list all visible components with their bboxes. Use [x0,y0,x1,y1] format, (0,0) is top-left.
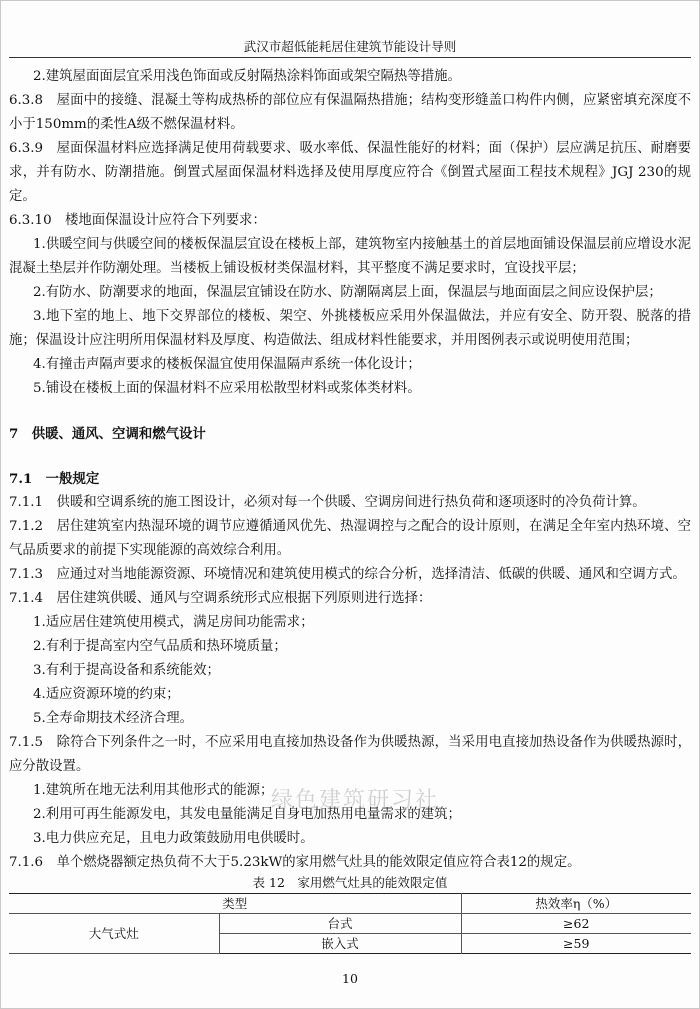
list-item: 5.铺设在楼板上面的保温材料不应采用松散型材料或浆体类材料。 [33,381,421,396]
table-header-efficiency: 热效率η（%） [461,894,691,914]
table-cell-group: 大气式灶 [9,914,219,954]
watermark-text: 绿色建筑研习社 [271,788,440,813]
table-cell-subtype: 台式 [219,914,461,934]
table-cell-value: ≥62 [461,914,691,934]
table-header-type: 类型 [9,894,461,914]
clause-7-1-3: 7.1.3 应通过对当地能源资源、环境情况和建筑使用模式的综合分析，选择清洁、低碳的供暖、通风和空调方式。 [9,567,686,582]
list-item: 3.地下室的地上、地下交界部位的楼板、架空、外挑楼板应采用外保温做法，并应有安全、防开裂、脱落的措施；保温设计应注明所用保温材料及厚度、构造做法、组成材料性能要求，并用图例表示或说明使用范围； [9,309,691,348]
list-item: 2.利用可再生能源发电，其发电量能满足自身电加热用电量需求的建筑； [33,807,461,822]
list-item: 3.有利于提高设备和系统能效； [33,663,220,678]
list-item: 1.建筑所在地无法利用其他形式的能源； [33,783,274,798]
table-row [9,914,691,934]
table-header-row [9,894,691,914]
list-item: 4.适应资源环境的约束； [33,687,180,702]
clause-6-3-8: 6.3.8 屋面中的接缝、混凝土等构成热桥的部位应有保温隔热措施；结构变形缝盖口构件内侧，应紧密填充深度不小于150mm的柔性A级不燃保温材料。 [9,93,691,132]
header-rule [9,57,691,58]
clause-7-1-6: 7.1.6 单个燃烧器额定热负荷不大于5.23kW的家用燃气灶具的能效限定值应符合表12的规定。 [9,855,581,870]
list-item: 2.有利于提高室内空气品质和热环境质量； [33,639,287,654]
paragraph: 2.建筑屋面面层宜采用浅色饰面或反射隔热涂料饰面或架空隔热等措施。 [33,69,461,84]
table-cell-value: ≥59 [461,934,691,954]
table-cell-subtype: 嵌入式 [219,934,461,954]
clause-7-1-5: 7.1.5 除符合下列条件之一时，不应采用电直接加热设备作为供暖热源，当采用电直接加热设备作为供暖热源时，应分散设置。 [9,735,691,774]
clause-7-1-2: 7.1.2 居住建筑室内热湿环境的调节应遵循通风优先、热湿调控与之配合的设计原则，在满足全年室内热环境、空气品质要求的前提下实现能源的高效综合利用。 [9,519,691,558]
list-item: 4.有撞击声隔声要求的楼板保温宜使用保温隔声系统一体化设计； [33,357,421,372]
page-header: 武汉市超低能耗居住建筑节能设计导则 [243,39,457,54]
list-item: 3.电力供应充足，且电力政策鼓励用电供暖时。 [33,831,314,846]
page-number: 10 [342,971,358,986]
table-caption: 表 12 家用燃气灶具的能效限定值 [252,875,448,890]
list-item: 1.供暖空间与供暖空间的楼板保温层宜设在楼板上部，建筑物室内接触基土的首层地面铺设保温层前应增设水泥混凝土垫层并作防潮处理。当楼板上铺设板材类保温材料，其平整度不满足要求时，宜设找平层； [9,237,691,276]
page-content [9,65,691,954]
list-item: 2.有防水、防潮要求的地面，保温层宜铺设在防水、防潮隔离层上面，保温层与地面面层之间应设保护层； [33,285,662,300]
chapter-heading: 7 供暖、通风、空调和燃气设计 [9,426,206,442]
list-item: 1.适应居住建筑使用模式，满足房间功能需求； [33,615,314,630]
clause-7-1-1: 7.1.1 供暖和空调系统的施工图设计，必须对每一个供暖、空调房间进行热负荷和逐项逐时的冷负荷计算。 [9,495,646,510]
clause-6-3-10: 6.3.10 楼地面保温设计应符合下列要求： [9,213,266,228]
clause-7-1-4: 7.1.4 居住建筑供暖、通风与空调系统形式应根据下列原则进行选择： [9,591,432,606]
section-heading: 7.1 一般规定 [9,471,100,487]
clause-6-3-9: 6.3.9 屋面保温材料应选择满足使用荷载要求、吸水率低、保温性能好的材料；面（保护）层应满足抗压、耐磨要求，并有防水、防潮措施。倒置式屋面保温材料选择及使用厚度应符合《倒置式屋面工程技术规程》JGJ 230的规定。 [9,141,691,204]
efficiency-table [9,893,691,954]
list-item: 5.全寿命期技术经济合理。 [33,711,194,726]
